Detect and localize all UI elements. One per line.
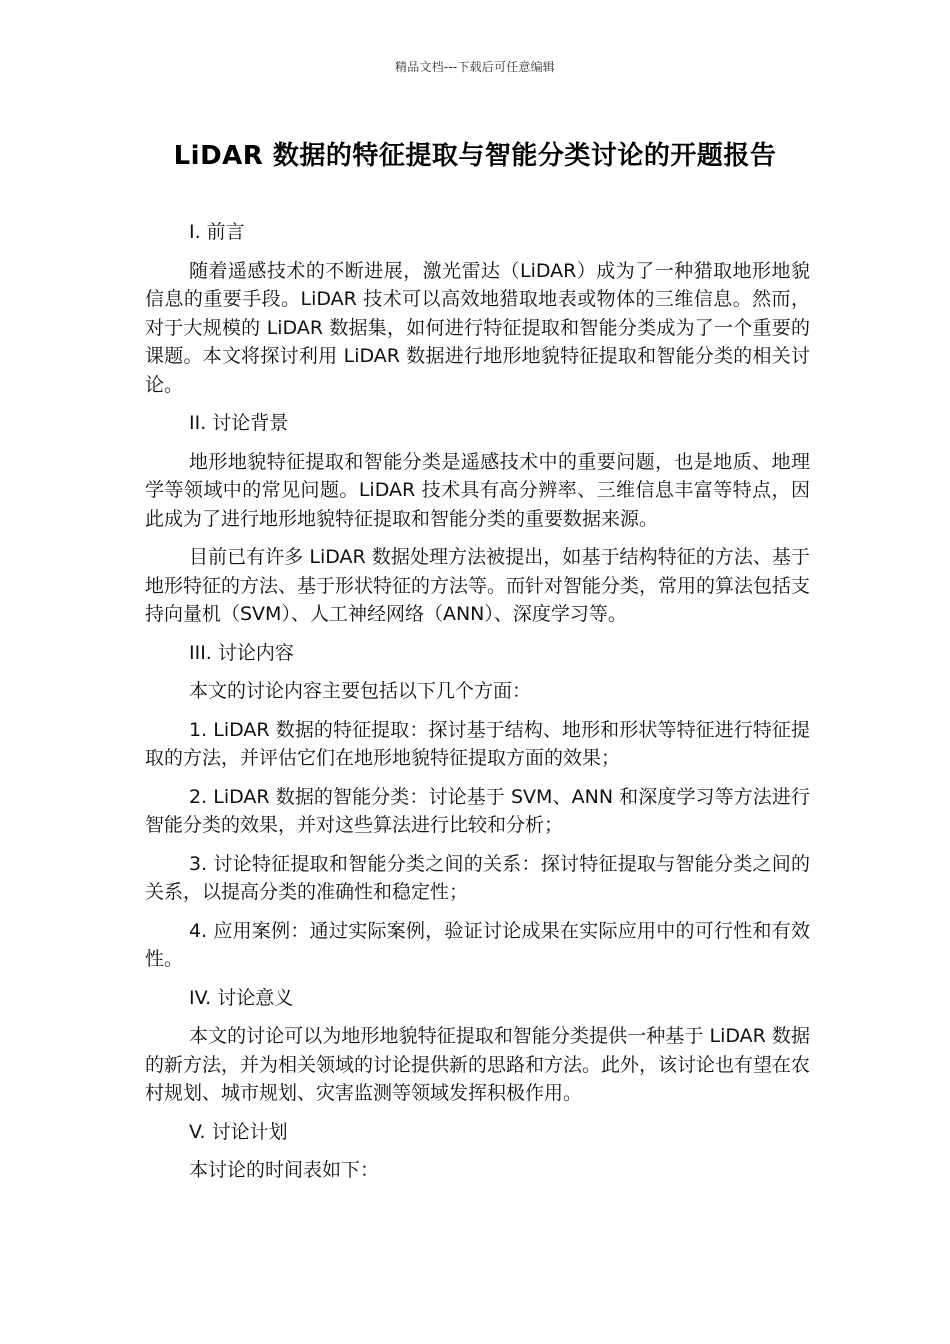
document-title: LiDAR 数据的特征提取与智能分类讨论的开题报告 (173, 141, 777, 171)
section-heading-significance: IV. 讨论意义 (189, 986, 294, 1009)
section-heading-background: II. 讨论背景 (189, 412, 289, 434)
section-heading-plan: V. 讨论计划 (189, 1120, 288, 1143)
list-item-4: 4. 应用案例：通过实际案例，验证讨论成果在实际应用中的可行性和有效性。 (145, 919, 810, 970)
header-note: 精品文档---下载后可任意编辑 (395, 60, 555, 74)
list-item-3: 3. 讨论特征提取和智能分类之间的关系：探讨特征提取与智能分类之间的关系，以提高分类的准确性和稳定性； (145, 852, 810, 903)
list-item-2: 2. LiDAR 数据的智能分类：讨论基于 SVM、ANN 和深度学习等方法进行智能分类的效果，并对这些算法进行比较和分析； (145, 785, 810, 836)
paragraph-significance: 本文的讨论可以为地形地貌特征提取和智能分类提供一种基于 LiDAR 数据的新方法，并为相关领域的讨论提供新的思路和方法。此外，该讨论也有望在农村规划、城市规划、灾害监测等领域发挥积极作用。 (145, 1025, 811, 1104)
paragraph-background-1: 地形地貌特征提取和智能分类是遥感技术中的重要问题，也是地质、地理学等领域中的常见问题。LiDAR 技术具有高分辨率、三维信息丰富等特点，因此成为了进行地形地貌特征提取和智能分类的重要数据来源。 (145, 450, 810, 530)
paragraph-content-intro: 本文的讨论内容主要包括以下几个方面： (189, 680, 532, 702)
section-heading-intro: I. 前言 (189, 221, 245, 243)
list-item-1: 1. LiDAR 数据的特征提取：探讨基于结构、地形和形状等特征进行特征提取的方法，并评估它们在地形地貌特征提取方面的效果； (145, 718, 810, 769)
paragraph-intro: 随着遥感技术的不断进展，激光雷达（LiDAR）成为了一种猎取地形地貌信息的重要手段。LiDAR 技术可以高效地猎取地表或物体的三维信息。然而，对于大规模的 LiDAR 数据集，如何进行特征提取和智能分类成为了一个重要的课题。本文将探讨利用 LiDAR 数据进行地形地貌特征提取和智能分类的相关讨论。 (145, 259, 810, 396)
paragraph-plan: 本讨论的时间表如下： (189, 1159, 380, 1181)
section-heading-content: III. 讨论内容 (189, 641, 294, 664)
paragraph-background-2: 目前已有许多 LiDAR 数据处理方法被提出，如基于结构特征的方法、基于地形特征的方法、基于形状特征的方法等。而针对智能分类，常用的算法包括支持向量机（SVM）、人工神经网络（ANN）、深度学习等。 (145, 546, 811, 625)
document-body (145, 218, 810, 1195)
